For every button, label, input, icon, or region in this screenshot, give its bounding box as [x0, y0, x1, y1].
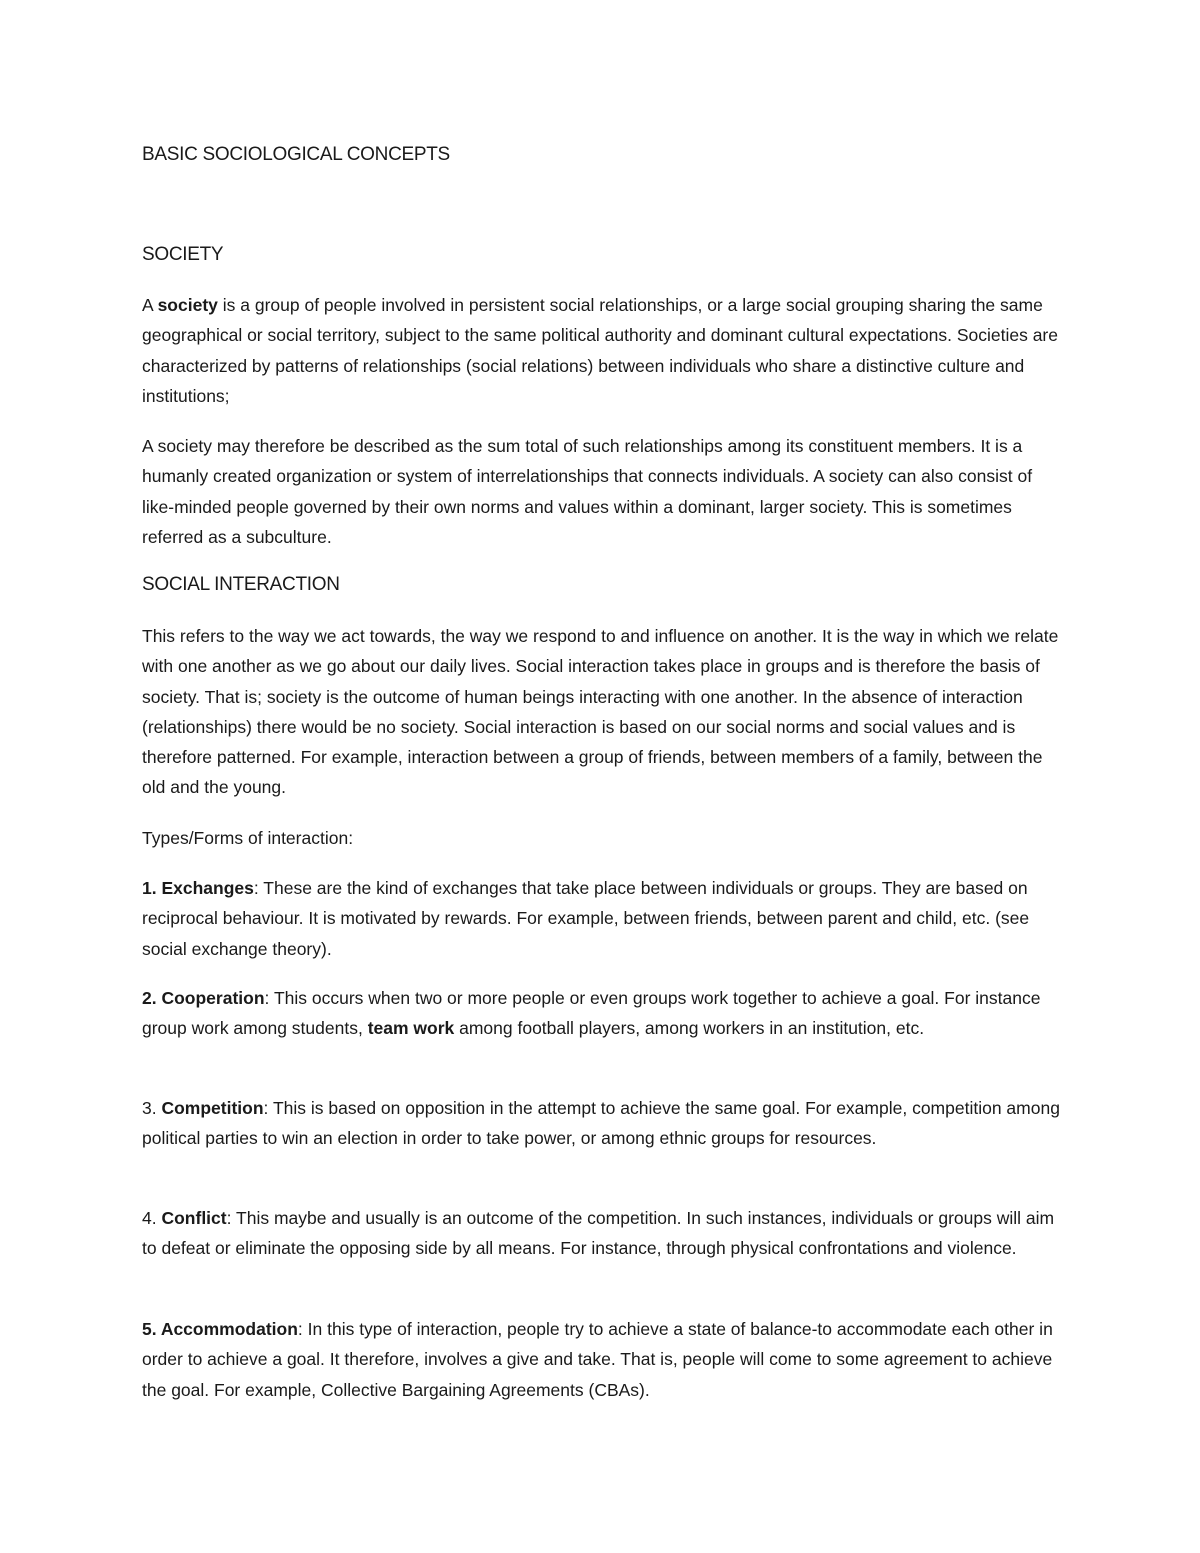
type-name: Accommodation [160, 1319, 298, 1339]
society-p1-post: is a group of people involved in persistent social relationships, or a large social grouping sharing the same geographical or social territory, subject to the same political authority and dominant cultural expectations. Societies are characterized by patterns of relationships (social relations) between individuals who share a distinctive culture and institutions; [142, 295, 1058, 406]
type-name: Cooperation [161, 988, 265, 1008]
type-number: 4. [142, 1208, 162, 1228]
type-name: Conflict [161, 1208, 227, 1228]
type-text-after: among football players, among workers in an institution, etc. [454, 1018, 925, 1039]
type-name: Exchanges [161, 878, 254, 898]
type-number: 2. [142, 988, 162, 1008]
interaction-type-cooperation [142, 983, 1062, 1044]
type-text-before: : This occurs when two or more people or even groups work together to achieve a goal. For instance group work among students, [142, 988, 1041, 1039]
types-label: Types/Forms of interaction: [142, 828, 354, 848]
society-paragraph-1 [142, 290, 1062, 411]
society-p1-pre: A [142, 295, 158, 315]
type-number: 3. [142, 1098, 162, 1118]
type-text: : This maybe and usually is an outcome of the competition. In such instances, individuals or groups will aim to defeat or eliminate the opposing side by all means. For instance, through physical confrontations and violence. [142, 1208, 1055, 1259]
type-number: 1. [142, 878, 162, 898]
interaction-type-exchanges [142, 873, 1062, 964]
type-text: : This is based on opposition in the attempt to achieve the same goal. For example, competition among political parties to win an election in order to take power, or among ethnic groups for resources. [142, 1098, 1060, 1149]
document-title: BASIC SOCIOLOGICAL CONCEPTS [142, 144, 450, 165]
type-text: : In this type of interaction, people try to achieve a state of balance-to accommodate each other in order to achieve a goal. It therefore, involves a give and take. That is, people will come to some agreement to achieve the goal. For example, Collective Bargaining Agreements (CBAs). [142, 1319, 1053, 1400]
society-keyword: society [157, 295, 218, 315]
team-work-keyword: team work [367, 1018, 455, 1039]
type-text: : These are the kind of exchanges that take place between individuals or groups. They are based on reciprocal behaviour. It is motivated by rewards. For example, between friends, between parent and child, etc. (see social exchange theory). [142, 878, 1030, 959]
interaction-type-conflict [142, 1203, 1062, 1264]
type-name: Competition [161, 1098, 264, 1118]
section-heading-society: SOCIETY [142, 244, 224, 265]
interaction-type-accommodation [142, 1314, 1062, 1405]
section-heading-social-interaction: SOCIAL INTERACTION [142, 574, 340, 595]
society-paragraph-2: A society may therefore be described as the sum total of such relationships among its constituent members. It is a humanly created organization or system of interrelationships that connects individuals. A society can also consist of like-minded people governed by their own norms and values within a dominant, larger society. This is sometimes referred as a subculture. [142, 436, 1033, 547]
social-interaction-paragraph: This refers to the way we act towards, the way we respond to and influence on another. It is the way in which we relate with one another as we go about our daily lives. Social interaction takes place in groups and is therefore the basis of society. That is; society is the outcome of human beings interacting with one another. In the absence of interaction (relationships) there would be no society. Social interaction is based on our social norms and social values and is therefore patterned. For example, interaction between a group of friends, between members of a family, between the old and the young. [142, 626, 1059, 798]
interaction-type-competition [142, 1093, 1062, 1154]
type-number: 5. [142, 1319, 161, 1339]
